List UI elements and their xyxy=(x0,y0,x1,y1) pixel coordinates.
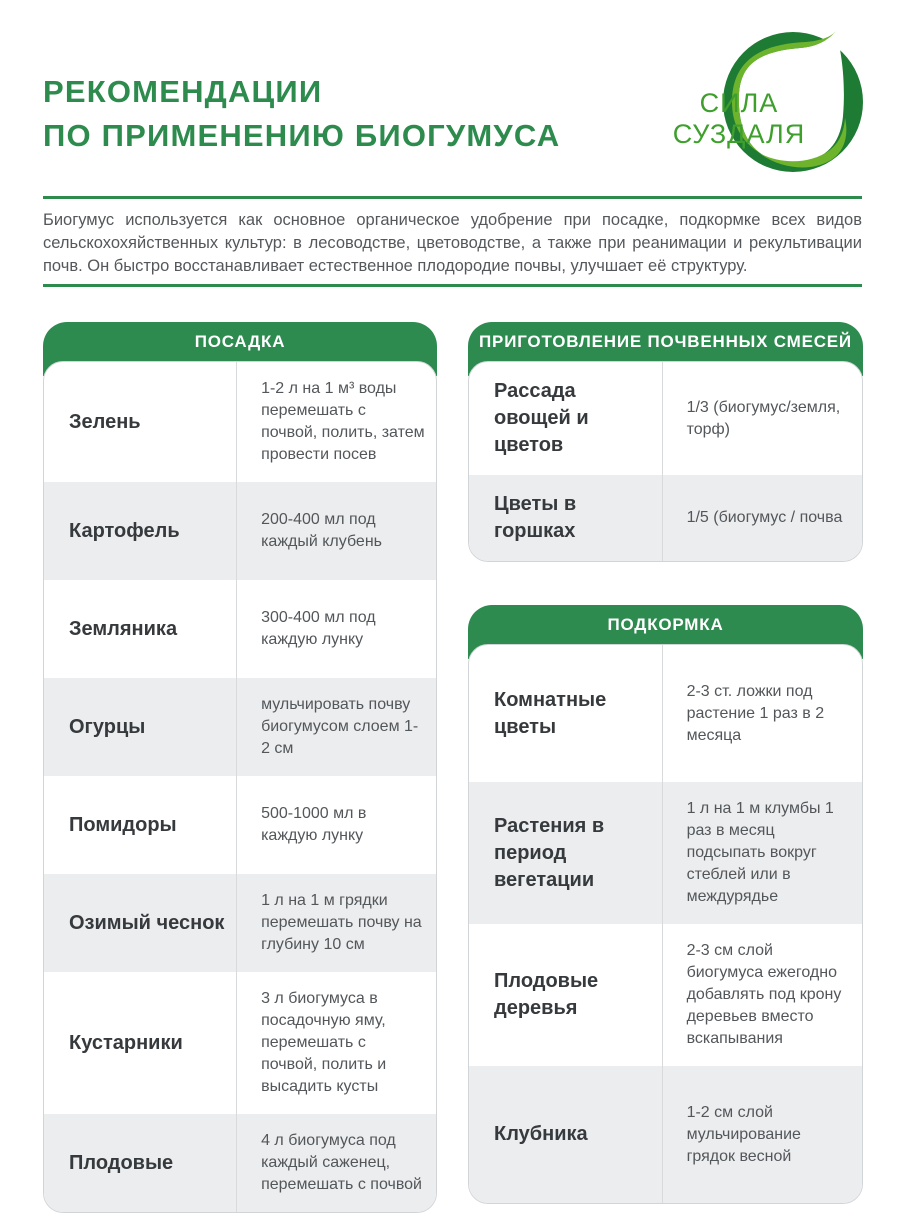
row-value: 2-3 ст. ложки под растение 1 раз в 2 месяца xyxy=(662,645,862,782)
row-value: 1 л на 1 м грядки перемешать почву на глубину 10 см xyxy=(236,874,436,972)
row-label: Плодовые xyxy=(69,1151,174,1174)
row-label: Озимый чеснок xyxy=(69,911,225,934)
posadka-card xyxy=(43,322,437,1213)
row-label: Цветы в горшках xyxy=(494,493,577,542)
table-row xyxy=(44,678,436,776)
row-label: Помидоры xyxy=(69,813,177,836)
row-value: 1 л на 1 м клумбы 1 раз в месяц подсыпать вокруг стеблей или в междурядье xyxy=(662,782,862,924)
row-value: 3 л биогумуса в посадочную яму, перемешать с почвой, полить и высадить кусты xyxy=(236,972,436,1114)
table-row xyxy=(44,874,436,972)
brand-name-line1: СИЛА xyxy=(699,88,779,118)
page-title xyxy=(43,70,560,158)
brand-name xyxy=(635,88,843,150)
table-row xyxy=(469,782,862,924)
intro-text: Биогумус используется как основное органическое удобрение при посадке, подкормке всех видов сельскохохяйственных культур: в лесоводстве, цветоводстве, а также при реанимации и рекультивации почв. Он быстро восстанавливает естественное плодородие почвы, улучшает её структуру. xyxy=(43,211,862,275)
smesi-table xyxy=(468,361,863,562)
page-title-line1: РЕКОМЕНДАЦИИ xyxy=(43,74,323,109)
divider-top xyxy=(43,196,862,199)
table-row xyxy=(44,362,436,482)
podkormka-table xyxy=(468,644,863,1204)
row-label: Растения в период вегетации xyxy=(494,814,605,891)
table-row xyxy=(44,580,436,678)
table-row xyxy=(469,475,862,561)
podkormka-header: ПОДКОРМКА xyxy=(468,605,863,659)
row-label: Плодовые деревья xyxy=(494,970,599,1019)
table-row xyxy=(44,972,436,1114)
row-value: 2-3 см слой биогумуса ежегодно добавлять под крону деревьев вместо вскапывания xyxy=(662,924,862,1066)
row-value: 1-2 см слой мульчирование грядок весной xyxy=(662,1066,862,1203)
section-posadka xyxy=(43,322,437,1213)
table-row xyxy=(44,776,436,874)
brand-name-line2: СУЗДАЛЯ xyxy=(672,119,806,149)
row-value: 1/5 (биогумус / почва xyxy=(662,475,862,561)
table-row xyxy=(469,1066,862,1203)
row-value: 4 л биогумуса под каждый саженец, перемешать с почвой xyxy=(236,1114,436,1212)
row-value: 200-400 мл под каждый клубень xyxy=(236,482,436,580)
table-row xyxy=(469,645,862,782)
row-value: 500-1000 мл в каждую лунку xyxy=(236,776,436,874)
table-row xyxy=(469,362,862,475)
table-row xyxy=(469,924,862,1066)
smesi-header: ПРИГОТОВЛЕНИЕ ПОЧВЕННЫХ СМЕСЕЙ xyxy=(468,322,863,376)
brand-logo xyxy=(635,28,870,183)
row-label: Земляника xyxy=(69,617,178,640)
section-right xyxy=(468,322,863,1204)
posadka-table xyxy=(43,361,437,1213)
row-label: Комнатные цветы xyxy=(494,688,607,738)
row-label: Зелень xyxy=(69,410,141,433)
podkormka-card xyxy=(468,605,863,1204)
page-title-line2: ПО ПРИМЕНЕНИЮ БИОГУМУСА xyxy=(43,118,561,153)
row-label: Картофель xyxy=(69,519,180,542)
row-value: 300-400 мл под каждую лунку xyxy=(236,580,436,678)
posadka-header: ПОСАДКА xyxy=(43,322,437,376)
table-row xyxy=(44,482,436,580)
divider-bottom xyxy=(43,284,862,287)
smesi-card xyxy=(468,322,863,562)
table-row xyxy=(44,1114,436,1212)
row-label: Рассада овощей и цветов xyxy=(494,380,589,456)
row-label: Огурцы xyxy=(69,715,146,738)
row-value: 1-2 л на 1 м³ воды перемешать с почвой, полить, затем провести посев xyxy=(236,362,436,482)
row-value: мульчировать почву биогумусом слоем 1-2 см xyxy=(236,678,436,776)
row-value: 1/3 (биогумус/земля, торф) xyxy=(662,362,862,475)
row-label: Клубника xyxy=(494,1123,588,1145)
row-label: Кустарники xyxy=(69,1031,183,1054)
